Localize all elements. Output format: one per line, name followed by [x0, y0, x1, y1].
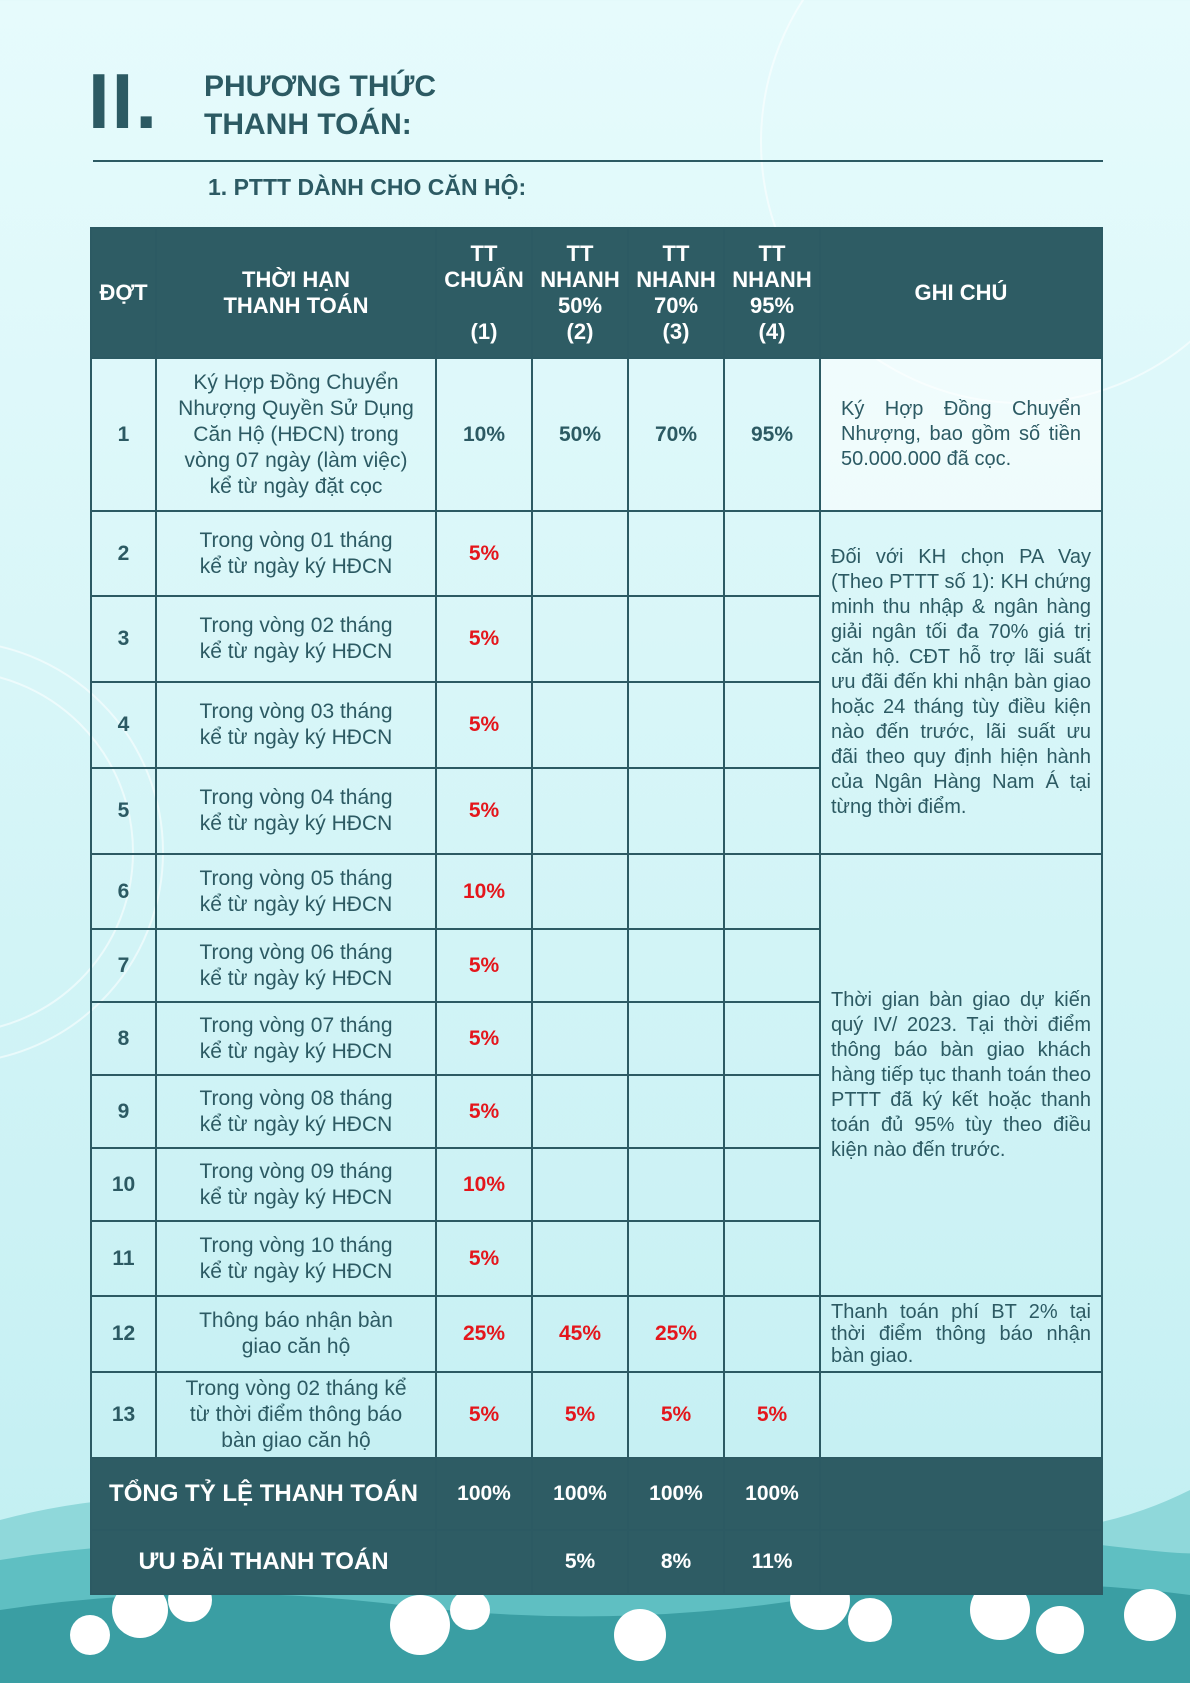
- row-c4: [724, 682, 820, 768]
- row-dot: 12: [91, 1296, 156, 1372]
- row-c3: [628, 1148, 724, 1221]
- row-term: Trong vòng 05 tháng kể từ ngày ký HĐCN: [156, 854, 436, 929]
- row-c4: [724, 511, 820, 596]
- row-c1: 5%: [436, 1075, 532, 1148]
- table-row: [91, 511, 1102, 596]
- row-c1: 5%: [436, 596, 532, 682]
- payment-schedule-table: [90, 227, 1103, 1595]
- row-c3: [628, 929, 724, 1002]
- row-c1: 5%: [436, 511, 532, 596]
- row-c2: [532, 1148, 628, 1221]
- row-c3: [628, 768, 724, 854]
- row-c4: [724, 854, 820, 929]
- header-tt-nhanh-50: TT NHANH 50% (2): [532, 228, 628, 358]
- total-label: TỔNG TỶ LỆ THANH TOÁN: [91, 1458, 436, 1530]
- section-subtitle: 1. PTTT DÀNH CHO CĂN HỘ:: [208, 174, 527, 200]
- row-term: Trong vòng 09 tháng kể từ ngày ký HĐCN: [156, 1148, 436, 1221]
- row-term: Ký Hợp Đồng Chuyển Nhượng Quyền Sử Dụng Căn Hộ (HĐCN) trong vòng 07 ngày (làm việc) kể từ ngày đặt cọc: [156, 358, 436, 511]
- row-dot: 2: [91, 511, 156, 596]
- row-c2: 45%: [532, 1296, 628, 1372]
- row-c1: 10%: [436, 358, 532, 511]
- row-c2: [532, 929, 628, 1002]
- row-term: Trong vòng 08 tháng kể từ ngày ký HĐCN: [156, 1075, 436, 1148]
- row-c2: [532, 1002, 628, 1075]
- row-c4: [724, 1002, 820, 1075]
- table-row: [91, 358, 1102, 511]
- row-dot: 13: [91, 1372, 156, 1458]
- row-c3: [628, 1221, 724, 1296]
- row-c3: [628, 596, 724, 682]
- row-c1: 5%: [436, 1372, 532, 1458]
- header-tt-nhanh-70: TT NHANH 70% (3): [628, 228, 724, 358]
- row-c1: 10%: [436, 1148, 532, 1221]
- total-row: [91, 1458, 1102, 1530]
- row-c2: 50%: [532, 358, 628, 511]
- row-c4: [724, 768, 820, 854]
- header-thoi-han: THỜI HẠN THANH TOÁN: [156, 228, 436, 358]
- row-c1: 5%: [436, 1221, 532, 1296]
- row-c4: [724, 1075, 820, 1148]
- row-c4: [724, 596, 820, 682]
- row-c1: 5%: [436, 1002, 532, 1075]
- row-dot: 10: [91, 1148, 156, 1221]
- title-divider: [93, 160, 1103, 162]
- row-dot: 4: [91, 682, 156, 768]
- note-loan-support: Đối với KH chọn PA Vay (Theo PTTT số 1): KH chứng minh thu nhập & ngân hàng giải ngân tối đa 70% giá trị căn hộ. CĐT hỗ trợ lãi suất ưu đãi đến khi nhận bàn giao hoặc 24 tháng tùy điều kiện nào đến trước, lãi suất ưu đãi theo quy định hiện hành của Ngân Hàng Nam Á tại từng thời điểm.: [820, 511, 1102, 854]
- header-tt-nhanh-95: TT NHANH 95% (4): [724, 228, 820, 358]
- row-c4: [724, 1148, 820, 1221]
- row-c2: [532, 682, 628, 768]
- discount-row: [91, 1530, 1102, 1594]
- discount-c3: 8%: [628, 1530, 724, 1594]
- table-row: [91, 1296, 1102, 1372]
- discount-c4: 11%: [724, 1530, 820, 1594]
- header-dot: ĐỢT: [91, 228, 156, 358]
- row-c1: 5%: [436, 768, 532, 854]
- row-c4: [724, 1296, 820, 1372]
- row-dot: 8: [91, 1002, 156, 1075]
- row-c3: [628, 511, 724, 596]
- row-term: Trong vòng 02 tháng kể từ thời điểm thông báo bàn giao căn hộ: [156, 1372, 436, 1458]
- row-c4: [724, 929, 820, 1002]
- page-title: [204, 68, 436, 144]
- discount-label: ƯU ĐÃI THANH TOÁN: [91, 1530, 436, 1594]
- table-row: [91, 854, 1102, 929]
- row-dot: 9: [91, 1075, 156, 1148]
- row-c1: 5%: [436, 929, 532, 1002]
- note-maintenance-fee: Thanh toán phí BT 2% tại thời điểm thông báo nhận bàn giao.: [820, 1296, 1102, 1372]
- note-handover-timing: Thời gian bàn giao dự kiến quý IV/ 2023. Tại thời điểm thông báo bàn giao khách hàng tiếp tục thanh toán theo PTTT đã ký kết hoặc thanh toán đủ 95% tùy theo điều kiện nào đến trước.: [820, 854, 1102, 1296]
- row-c1: 25%: [436, 1296, 532, 1372]
- row-c2: [532, 1221, 628, 1296]
- total-c1: 100%: [436, 1458, 532, 1530]
- row-term: Trong vòng 04 tháng kể từ ngày ký HĐCN: [156, 768, 436, 854]
- row-dot: 6: [91, 854, 156, 929]
- row-c2: [532, 1075, 628, 1148]
- row-c3: [628, 1075, 724, 1148]
- table-header-row: [91, 228, 1102, 358]
- row-c3: 5%: [628, 1372, 724, 1458]
- total-c3: 100%: [628, 1458, 724, 1530]
- page-title-line1: PHƯƠNG THỨC: [204, 70, 437, 103]
- row-c4: [724, 1221, 820, 1296]
- row-term: Trong vòng 10 tháng kể từ ngày ký HĐCN: [156, 1221, 436, 1296]
- discount-c1: [436, 1530, 532, 1594]
- row-dot: 3: [91, 596, 156, 682]
- total-note: [820, 1458, 1102, 1530]
- row-dot: 11: [91, 1221, 156, 1296]
- total-c4: 100%: [724, 1458, 820, 1530]
- row-term: Trong vòng 07 tháng kể từ ngày ký HĐCN: [156, 1002, 436, 1075]
- row-dot: 1: [91, 358, 156, 511]
- header-ghi-chu: GHI CHÚ: [820, 228, 1102, 358]
- row-c2: [532, 854, 628, 929]
- row-c2: [532, 768, 628, 854]
- row-c1: 5%: [436, 682, 532, 768]
- row-c3: [628, 682, 724, 768]
- row-c4: 95%: [724, 358, 820, 511]
- row-c3: 70%: [628, 358, 724, 511]
- row-dot: 7: [91, 929, 156, 1002]
- header-tt-chuan: TT CHUẨN (1): [436, 228, 532, 358]
- discount-note: [820, 1530, 1102, 1594]
- row-c3: 25%: [628, 1296, 724, 1372]
- row-c1: 10%: [436, 854, 532, 929]
- discount-c2: 5%: [532, 1530, 628, 1594]
- total-c2: 100%: [532, 1458, 628, 1530]
- row-note-empty: [820, 1372, 1102, 1458]
- row-term: Trong vòng 02 tháng kể từ ngày ký HĐCN: [156, 596, 436, 682]
- row-term: Trong vòng 06 tháng kể từ ngày ký HĐCN: [156, 929, 436, 1002]
- note-contract-deposit: Ký Hợp Đồng Chuyển Nhượng, bao gồm số tiền 50.000.000 đã cọc.: [820, 358, 1102, 511]
- row-c2: 5%: [532, 1372, 628, 1458]
- row-c3: [628, 1002, 724, 1075]
- row-c2: [532, 511, 628, 596]
- page-title-line2: THANH TOÁN:: [204, 108, 412, 141]
- section-number: II.: [88, 57, 160, 145]
- row-c3: [628, 854, 724, 929]
- row-c4: 5%: [724, 1372, 820, 1458]
- row-term: Thông báo nhận bàn giao căn hộ: [156, 1296, 436, 1372]
- row-term: Trong vòng 03 tháng kể từ ngày ký HĐCN: [156, 682, 436, 768]
- row-c2: [532, 596, 628, 682]
- row-term: Trong vòng 01 tháng kể từ ngày ký HĐCN: [156, 511, 436, 596]
- row-dot: 5: [91, 768, 156, 854]
- table-row: [91, 1372, 1102, 1458]
